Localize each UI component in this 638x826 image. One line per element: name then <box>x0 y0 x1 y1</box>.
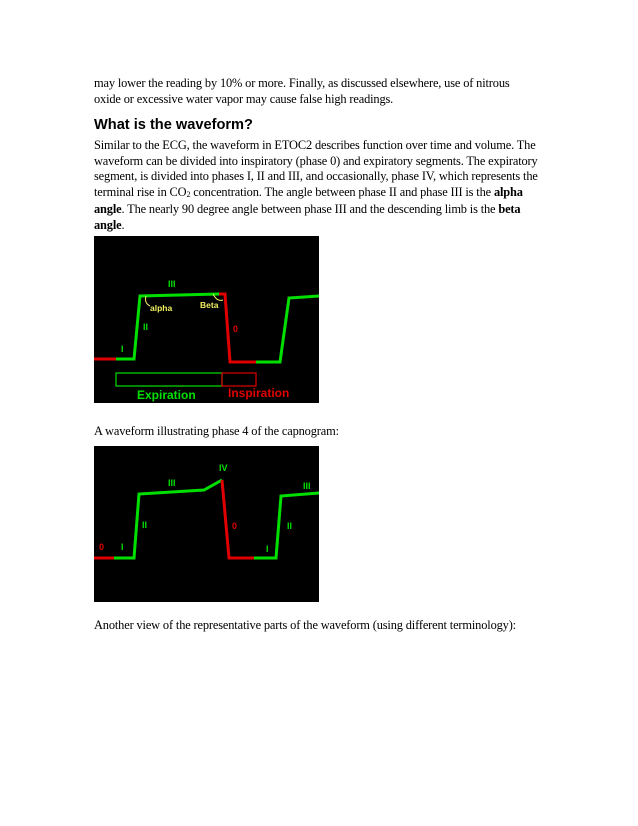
expiratory-segment-1 <box>114 480 222 558</box>
body-text-mid: concentration. The angle between phase II and phase III is the <box>190 184 494 199</box>
phase-0-left-label: 0 <box>99 542 105 552</box>
phase-0-mid-label: 0 <box>232 521 238 531</box>
beta-label: Beta <box>200 300 219 310</box>
intro-paragraph <box>94 76 544 107</box>
intro-line-2: oxide or excessive water vapor may cause false high readings. <box>94 91 394 106</box>
figure2-caption: A waveform illustrating phase 4 of the capnogram: <box>94 424 339 438</box>
body-text-end: . <box>121 217 125 232</box>
section-body <box>94 138 544 234</box>
expiratory-segment-2 <box>256 296 319 362</box>
capnogram-phase-iv-svg <box>94 446 319 602</box>
phase-I-right-label: I <box>266 544 269 554</box>
alpha-angle-term: alpha angle <box>94 184 523 217</box>
capnogram-phase-iv-figure <box>94 446 319 602</box>
phase-0-label: 0 <box>233 324 239 334</box>
inspiration-label: Inspiration <box>228 386 290 400</box>
phase-III-left-label: III <box>168 478 176 488</box>
inspiratory-downstroke <box>222 480 254 558</box>
phase-III-right-label: III <box>303 481 311 491</box>
phase-IV-label: IV <box>219 463 228 473</box>
alpha-label: alpha <box>150 303 173 313</box>
section-heading: What is the waveform? <box>94 117 253 133</box>
phase-II-right-label: II <box>287 521 293 531</box>
phase-II-left-label: II <box>142 520 148 530</box>
phase-III-label: III <box>168 279 176 289</box>
beta-angle-term: beta angle <box>94 202 521 232</box>
intro-line-1: may lower the reading by 10% or more. Finally, as discussed elsewhere, use of nitrous <box>94 76 510 90</box>
expiration-bar <box>116 373 222 386</box>
figure3-caption: Another view of the representative parts of the waveform (using different terminology): <box>94 618 516 632</box>
expiration-label: Expiration <box>137 388 196 402</box>
inspiration-bar <box>222 373 256 386</box>
capnogram-phases-svg <box>94 236 319 403</box>
phase-I-left-label: I <box>121 542 124 552</box>
body-text-mid2: . The nearly 90 degree angle between phase III and the descending limb is the <box>121 202 499 217</box>
phase-II-label: II <box>143 322 149 332</box>
phase-I-label: I <box>121 344 124 354</box>
capnogram-phases-figure <box>94 236 319 403</box>
co2-subscript: 2 <box>186 189 191 199</box>
body-text-pre: Similar to the ECG, the waveform in ETOC2 describes function over time and volume. The waveform can be divided into inspiratory (phase 0) and expiratory segments. The expiratory segment, is divided into phases I, II and III, and occasionally, phase IV, which represents the terminal rise in CO <box>94 138 538 199</box>
